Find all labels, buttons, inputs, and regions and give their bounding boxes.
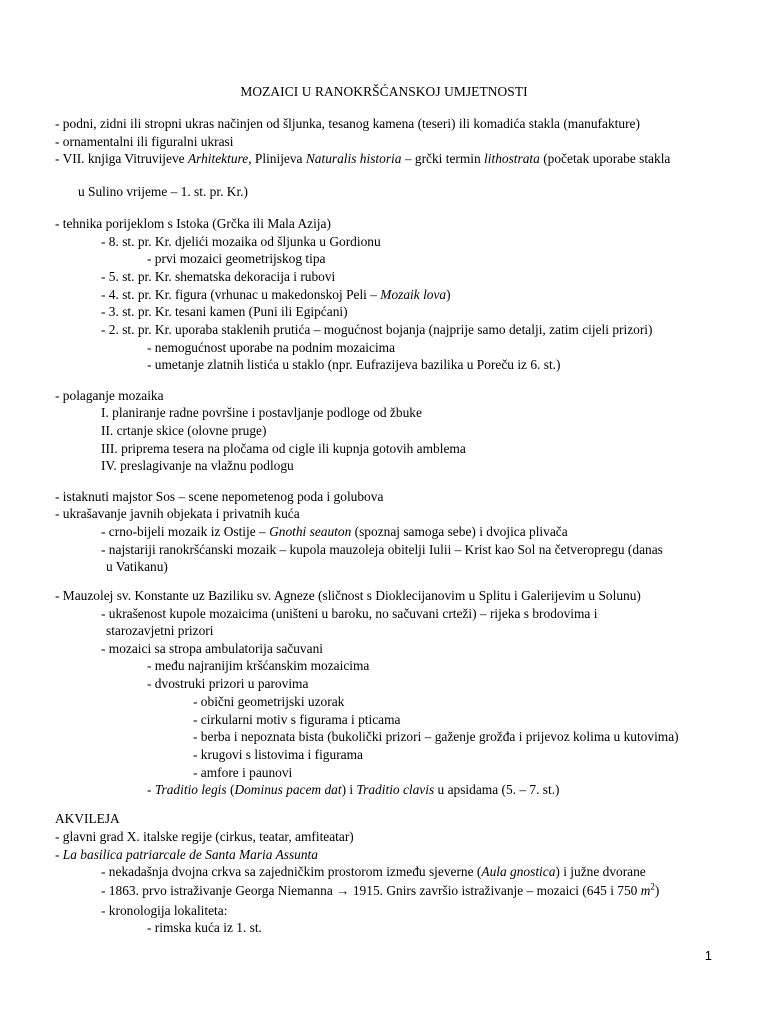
text-line: - tehnika porijeklom s Istoka (Grčka ili Mala Azija) — [55, 216, 331, 231]
text-line: - VII. knjiga Vitruvijeve Arhitekture, Plinijeva Naturalis historia – grčki termin lithostrata (početak uporabe stakla — [55, 151, 671, 166]
text-line: - prvi mozaici geometrijskog tipa — [147, 251, 326, 266]
text-line: - umetanje zlatnih listića u staklo (npr. Eufrazijeva bazilika u Poreču iz 6. st.) — [147, 357, 561, 372]
text-line: - nekadašnja dvojna crkva sa zajedničkim prostorom između sjeverne (Aula gnostica) i južne dvorane — [101, 864, 646, 879]
text-line: II. crtanje skice (olovne pruge) — [101, 423, 267, 438]
text-line: starozavjetni prizori — [106, 623, 214, 638]
text-line: - rimska kuća iz 1. st. — [147, 920, 262, 935]
text-line: - kronologija lokaliteta: — [101, 903, 228, 918]
text-line: - berba i nepoznata bista (bukolički prizori – gaženje grožđa i prijevoz kolima u kutovima) — [193, 729, 679, 744]
text-line: - Traditio legis (Dominus pacem dat) i Traditio clavis u apsidama (5. – 7. st.) — [147, 782, 560, 797]
page-title: MOZAICI U RANOKRŠĆANSKOJ UMJETNOSTI — [240, 84, 528, 99]
text-line: - ukrašavanje javnih objekata i privatnih kuća — [55, 506, 300, 521]
text-line: - 3. st. pr. Kr. tesani kamen (Puni ili Egipćani) — [101, 304, 348, 319]
text-line: - krugovi s listovima i figurama — [193, 747, 363, 762]
text-line: - dvostruki prizori u parovima — [147, 676, 309, 691]
section-heading: AKVILEJA — [55, 811, 120, 826]
text-line: - La basilica patriarcale de Santa Maria Assunta — [55, 847, 318, 862]
text-line: I. planiranje radne površine i postavljanje podloge od žbuke — [101, 405, 422, 420]
text-line: - ukrašenost kupole mozaicima (uništeni u baroku, no sačuvani crteži) – rijeka s brodovima i — [101, 606, 598, 621]
text-line: - glavni grad X. italske regije (cirkus, teatar, amfiteatar) — [55, 829, 354, 844]
text-line: - Mauzolej sv. Konstante uz Baziliku sv. Agneze (sličnost s Dioklecijanovim u Splitu i Galerijevim u Solunu) — [55, 588, 641, 603]
text-line: - polaganje mozaika — [55, 388, 164, 403]
text-line: - istaknuti majstor Sos – scene nepometenog poda i golubova — [55, 489, 384, 504]
text-line: - podni, zidni ili stropni ukras načinjen od šljunka, tesanog kamena (teseri) ili komadića stakla (manufakture) — [55, 116, 640, 131]
text-line: - nemogućnost uporabe na podnim mozaicima — [147, 340, 396, 355]
text-line: - 2. st. pr. Kr. uporaba staklenih prutića – mogućnost bojanja (najprije samo detalji, zatim cijeli prizori) — [101, 322, 653, 337]
text-line: - 4. st. pr. Kr. figura (vrhunac u makedonskoj Peli – Mozaik lova) — [101, 287, 451, 302]
text-line: - amfore i paunovi — [193, 765, 293, 780]
text-line: - 1863. prvo istraživanje Georga Niemanna → 1915. Gnirs završio istraživanje – mozaici (645 i 750 $m^2$) — [101, 881, 660, 898]
text-line: III. priprema tesera na pločama od cigle ili kupnja gotovih amblema — [101, 441, 466, 456]
text-line: - cirkularni motiv s figurama i pticama — [193, 712, 401, 727]
text-line: IV. preslagivanje na vlažnu podlogu — [101, 458, 294, 473]
text-line: u Sulino vrijeme – 1. st. pr. Kr.) — [78, 184, 248, 199]
page-number: 1 — [704, 948, 712, 963]
text-line: - među najranijim kršćanskim mozaicima — [147, 658, 370, 673]
text-line: - ornamentalni ili figuralni ukrasi — [55, 134, 234, 149]
text-line: - crno-bijeli mozaik iz Ostije – Gnothi seauton (spoznaj samoga sebe) i dvojica plivača — [101, 524, 568, 539]
text-line: u Vatikanu) — [106, 559, 168, 574]
text-line: - najstariji ranokršćanski mozaik – kupola mauzoleja obitelji Iulii – Krist kao Sol na četveropregu (danas — [101, 542, 663, 557]
text-line: - mozaici sa stropa ambulatorija sačuvani — [101, 641, 323, 656]
text-line: - 8. st. pr. Kr. djelići mozaika od šljunka u Gordionu — [101, 234, 381, 249]
text-line: - 5. st. pr. Kr. shematska dekoracija i rubovi — [101, 269, 336, 284]
text-line: - obični geometrijski uzorak — [193, 694, 345, 709]
